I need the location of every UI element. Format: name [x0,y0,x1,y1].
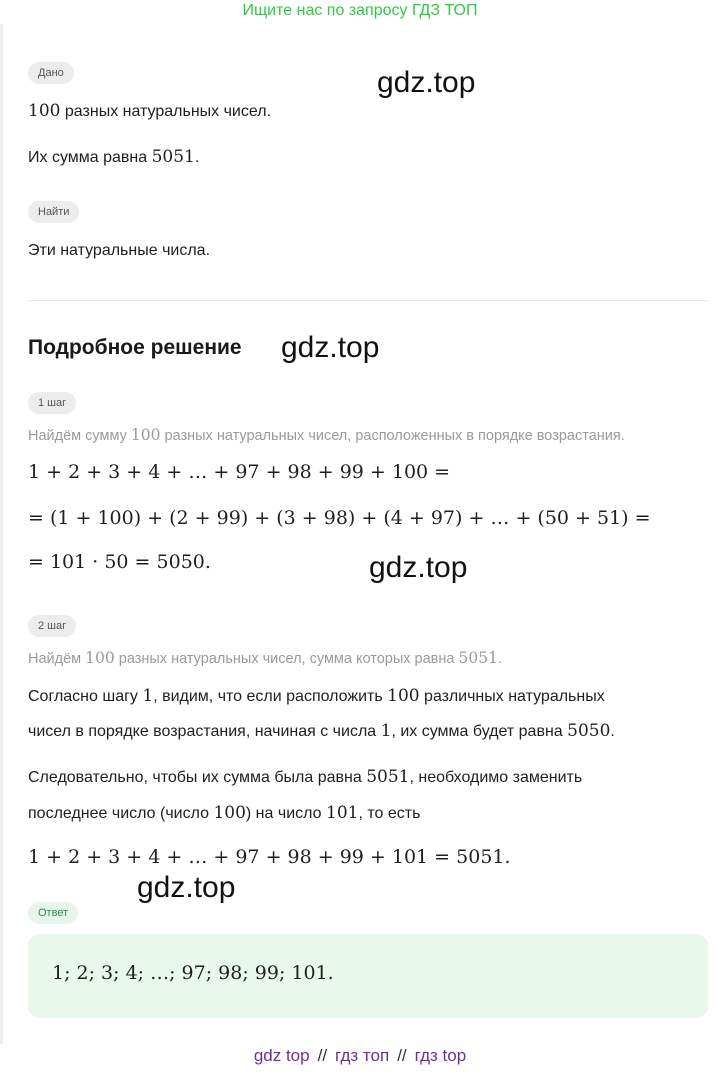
step-2-chip: 2 шаг [28,615,76,637]
text-run: последнее число (число [28,805,214,822]
watermark: gdz.top [137,871,236,904]
text-run: , видим, что если расположить [153,688,388,705]
step-2-hint-b: разных натуральных чисел, сумма которых равна [114,651,459,667]
step-1-equation-2: = (1 + 100) + (2 + 99) + (3 + 98) + (4 + 97) + … + (50 + 51) = [28,507,651,529]
footer-link-1[interactable]: gdz top [253,1046,310,1065]
step-2-paragraph-line-3 [28,766,582,789]
footer-separator: // [397,1046,407,1065]
math-number: 100 [387,686,420,706]
math-number: 5050 [567,721,611,741]
watermark: gdz.top [377,66,476,99]
find-chip: Найти [28,201,79,223]
step-2-paragraph-line-1 [28,685,605,708]
find-text: Эти натуральные числа. [28,242,211,259]
text-run: , необходимо заменить [409,769,583,786]
math-number: 1 [142,686,154,706]
text-run: Согласно шагу [28,688,143,705]
left-border [0,24,3,1044]
footer-link-2[interactable]: гдз топ [335,1046,390,1065]
step-2-hint-a: Найдём [28,651,86,667]
text-run: , их сумма будет равна [391,723,568,740]
answer-chip: Ответ [28,902,78,924]
footer-links [0,1046,720,1066]
math-number: 5051 [366,767,410,787]
watermark: gdz.top [281,331,380,364]
text-run: ) на число [245,805,326,822]
footer-separator: // [317,1046,328,1065]
answer-box [28,934,708,1018]
given-chip: Дано [28,62,74,84]
text-run: чисел в порядке возрастания, начиная с числа [28,723,381,740]
step-1-equation-3: = 101 · 50 = 5050. [28,551,211,573]
step-2-hint-end: . [497,651,502,667]
given-sum: 5051 [151,147,195,167]
given-line-2-end: . [194,149,200,166]
step-2-paragraph-line-2 [28,720,615,743]
text-run: Следовательно, чтобы их сумма была равна [28,769,367,786]
step-2-hint-num2: 5051 [458,649,498,667]
step-2-paragraph-line-4 [28,802,420,825]
step-1-chip: 1 шаг [28,392,76,414]
watermark: gdz.top [369,551,468,584]
step-2-hint [28,647,502,670]
text-run: различных натуральных [419,688,605,705]
step-2-equation: 1 + 2 + 3 + 4 + … + 97 + 98 + 99 + 101 = 5051. [28,846,511,868]
step-1-hint-a: Найдём сумму [28,428,131,444]
given-line-2-text: Их сумма равна [28,149,152,166]
math-number: 101 [326,803,359,823]
text-run: . [610,723,615,740]
math-number: 1 [380,721,392,741]
step-1-hint [28,424,625,447]
given-line-2 [28,146,199,169]
step-2-hint-num: 100 [85,649,115,667]
step-1-equation-1: 1 + 2 + 3 + 4 + … + 97 + 98 + 99 + 100 = [28,461,451,483]
given-line-1-text: разных натуральных чисел. [60,103,272,120]
search-banner: Ищите нас по запросу ГДЗ ТОП [242,2,478,19]
section-divider [28,300,708,301]
solution-card [28,0,708,1072]
step-1-hint-num: 100 [130,426,161,444]
math-number: 100 [213,803,246,823]
footer-link-3[interactable]: гдз top [414,1046,467,1065]
step-1-hint-b: разных натуральных чисел, расположенных в порядке возрастания. [160,428,625,444]
answer-text: 1; 2; 3; 4; …; 97; 98; 99; 101. [52,962,334,984]
solution-title: Подробное решение [28,336,242,359]
given-line-1 [28,100,271,123]
text-run: , то есть [358,805,421,822]
given-count: 100 [28,101,61,121]
